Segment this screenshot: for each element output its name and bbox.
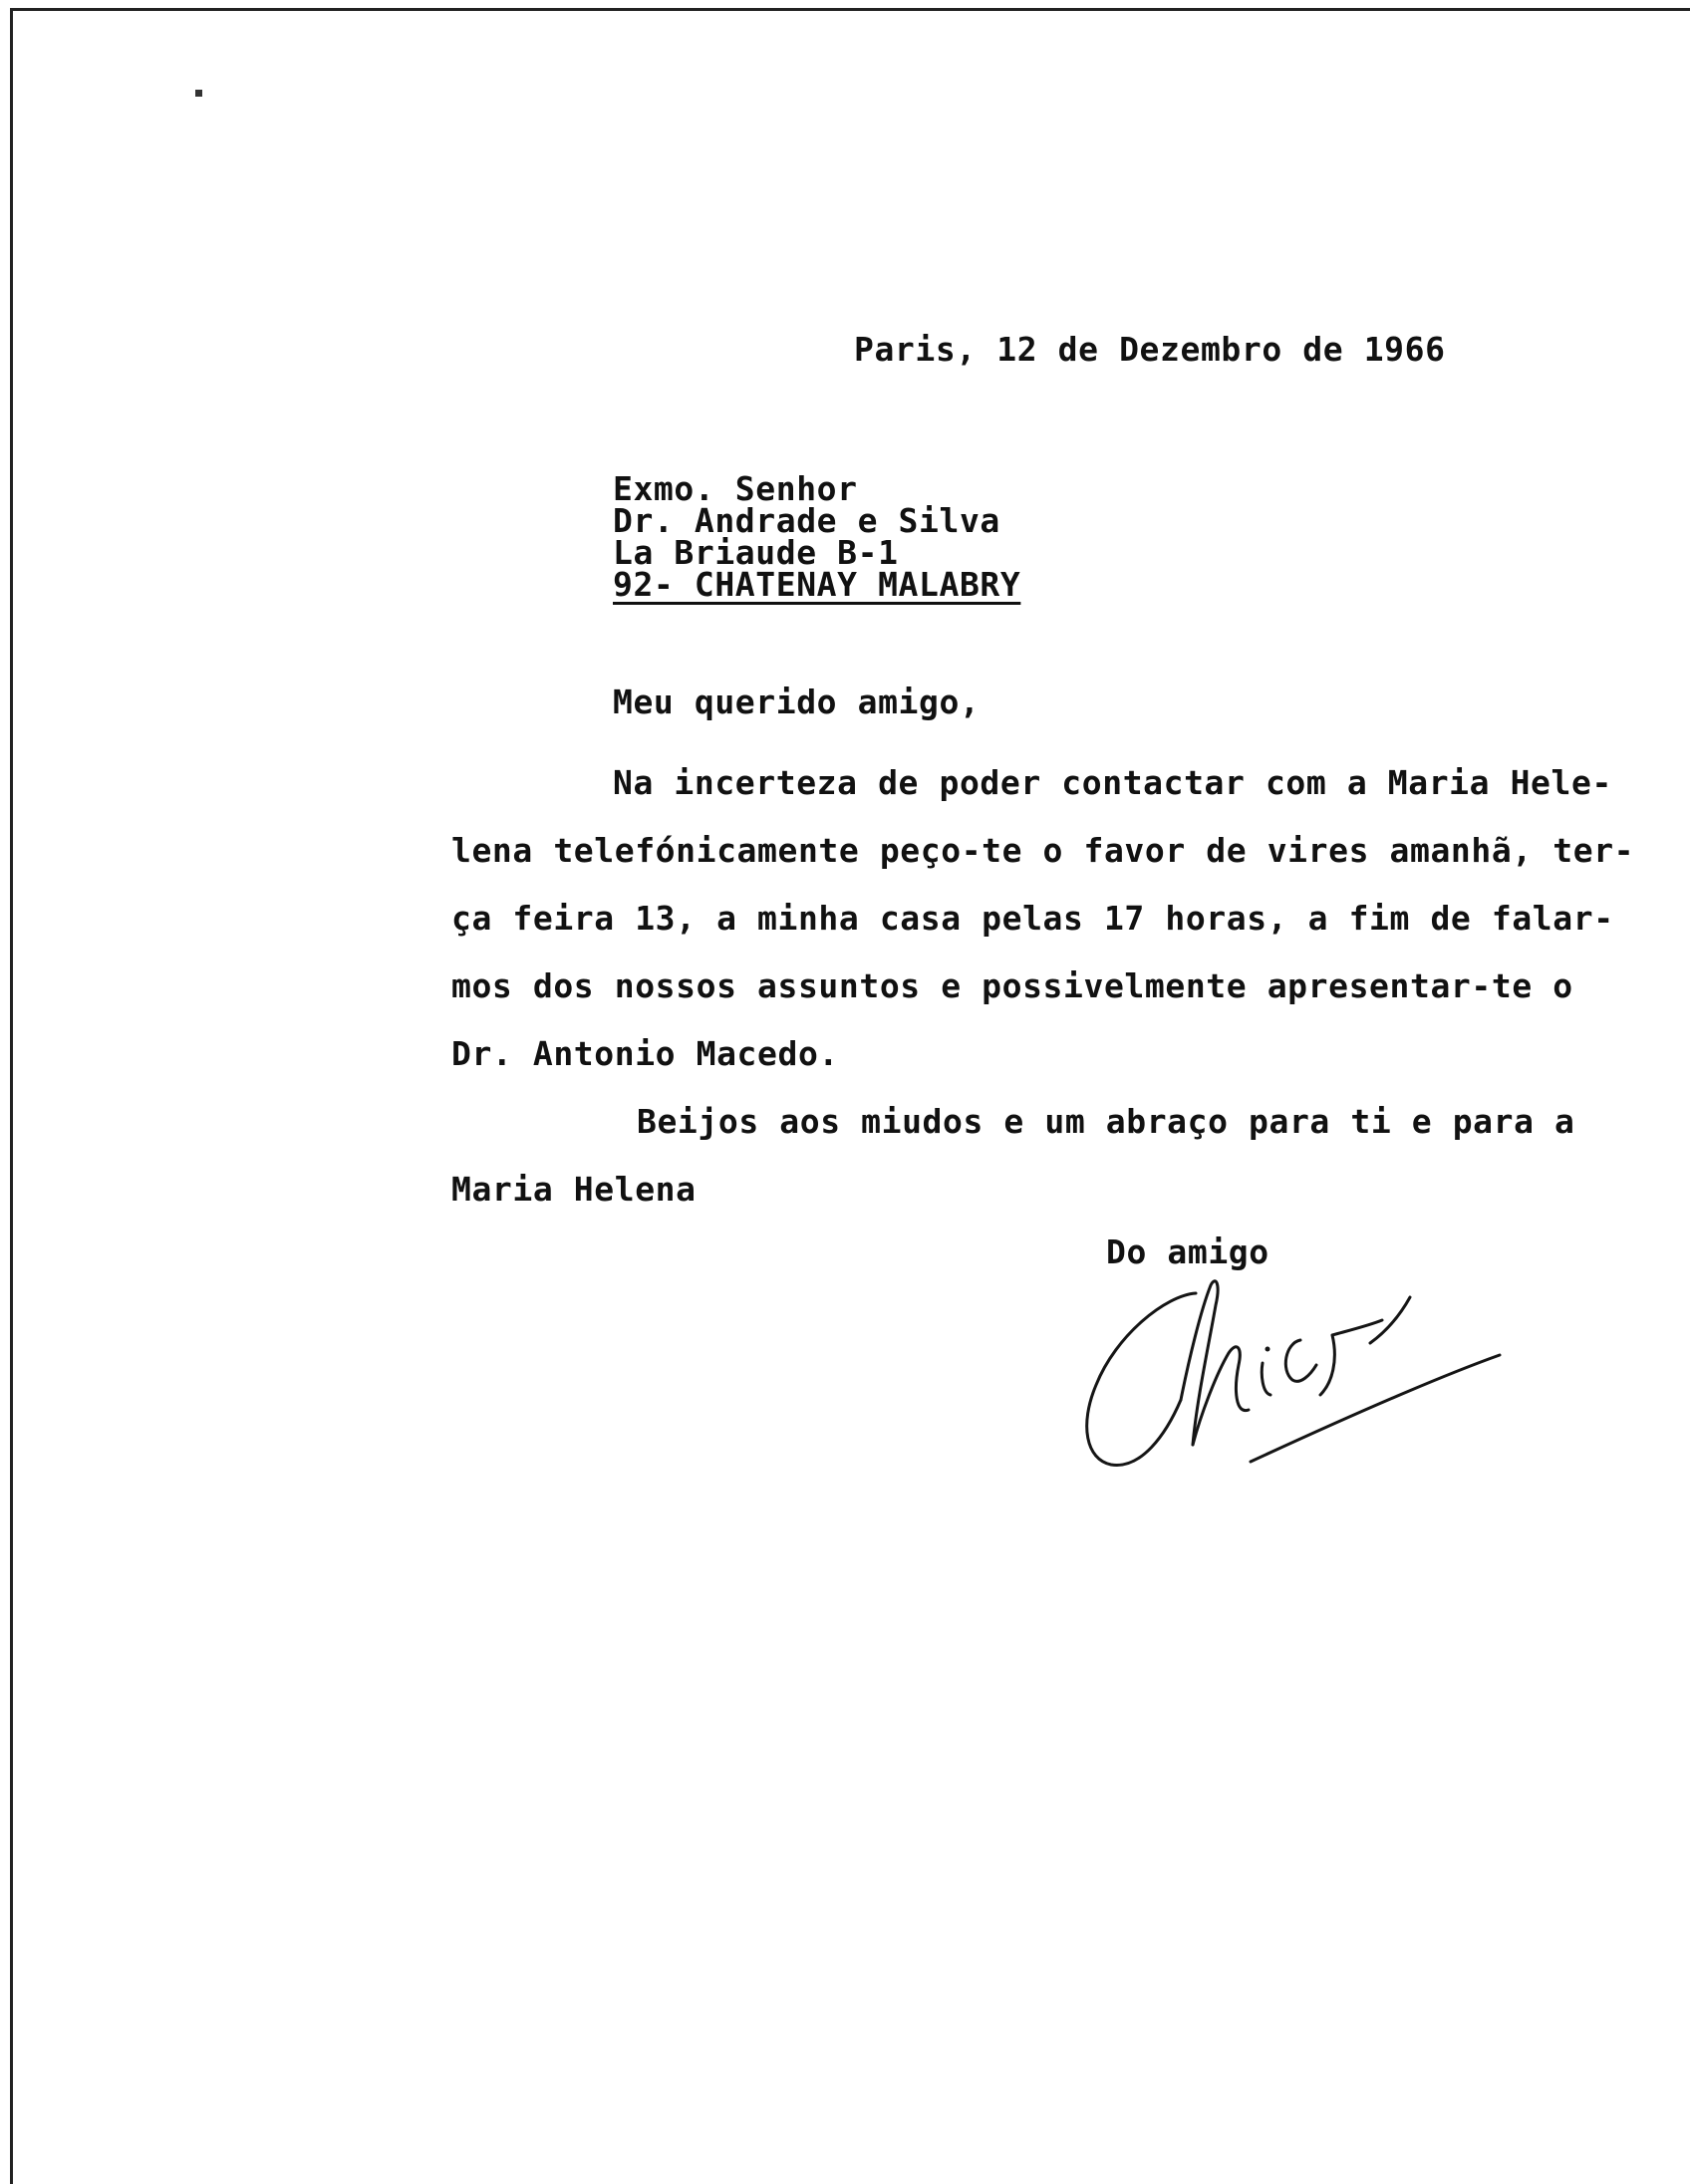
closing-line-1: Beijos aos miudos e um abraço para ti e para a	[637, 1102, 1575, 1141]
place-date: Paris, 12 de Dezembro de 1966	[854, 330, 1446, 369]
body-line-2: lena telefónicamente peço-te o favor de vires amanhã, ter-	[451, 831, 1635, 870]
recipient-line-1: Exmo. Senhor	[613, 469, 858, 508]
body-line-4: mos dos nossos assuntos e possivelmente apresentar-te o	[451, 966, 1573, 1005]
scan-speck	[195, 90, 202, 97]
body-line-1: Na incerteza de poder contactar com a Maria Hele-	[613, 763, 1612, 802]
salutation: Meu querido amigo,	[613, 682, 981, 721]
body-line-5: Dr. Antonio Macedo.	[451, 1034, 839, 1073]
signature	[1071, 1265, 1530, 1485]
valediction: Do amigo	[1106, 1232, 1269, 1271]
body-line-3: ça feira 13, a minha casa pelas 17 horas, a fim de falar-	[451, 899, 1614, 938]
closing-line-2: Maria Helena	[451, 1170, 697, 1209]
recipient-line-4: 92- CHATENAY MALABRY	[613, 565, 1021, 604]
scan-edge-top	[10, 8, 1690, 11]
recipient-line-3: La Briaude B-1	[613, 533, 899, 572]
scan-edge-left	[10, 8, 13, 2184]
recipient-line-2: Dr. Andrade e Silva	[613, 501, 1000, 540]
